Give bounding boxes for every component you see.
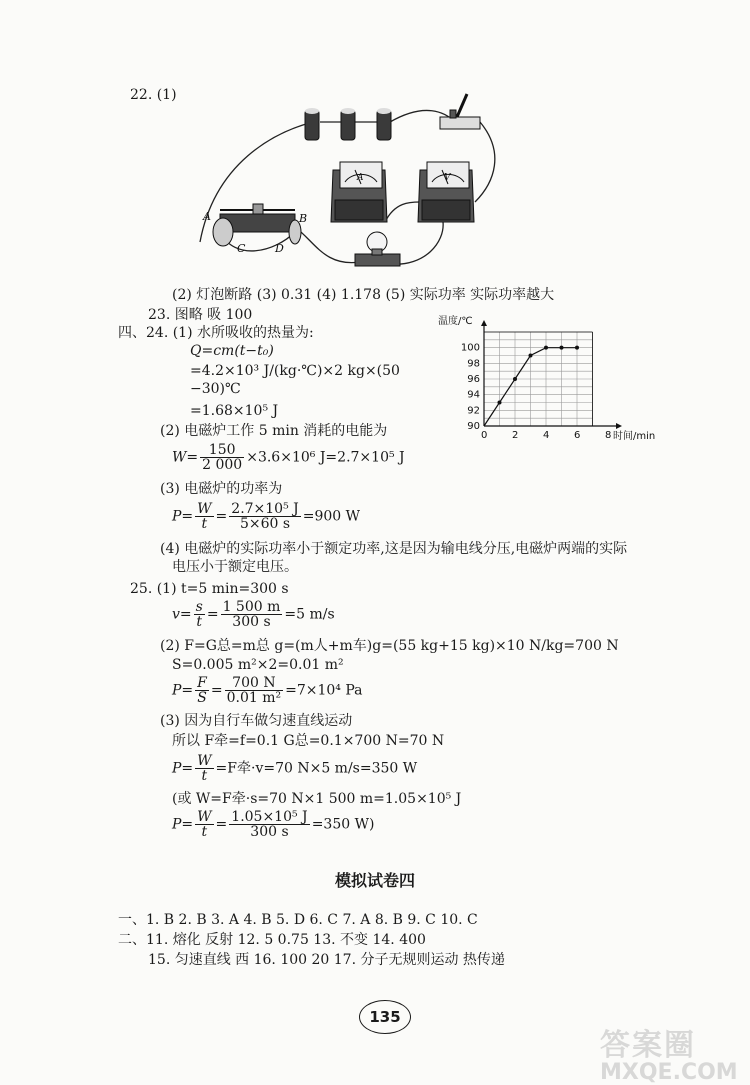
q25-alt-line: (或 W=F牵·s=70 N×1 500 m=1.05×10⁵ J — [172, 791, 462, 807]
answers-line1: 一、1. B 2. B 3. A 4. B 5. D 6. C 7. A 8. B 9. C 10. C — [118, 912, 478, 928]
circuit-letter-c: C — [237, 242, 246, 255]
q25-part3-line1: (3) 因为自行车做匀速直线运动 — [160, 713, 353, 729]
q24-q-line1: =4.2×10³ J/(kg·℃)×2 kg×(50 — [190, 363, 400, 379]
q25-part2-line2: S=0.005 m²×2=0.01 m² — [172, 657, 344, 673]
chart-y-tick-label: 92 — [467, 405, 480, 417]
chart-data-point — [544, 346, 548, 350]
chart-data-point — [498, 401, 502, 405]
chart-y-label: 温度/℃ — [438, 316, 473, 327]
switch-icon — [440, 94, 480, 129]
q25-v-formula: v= $\frac{s}{t}$ = $\frac{1 500 m}{300 s}$ =5 m/s — [172, 599, 335, 630]
q24-part3-label: (3) 电磁炉的功率为 — [160, 481, 283, 497]
q24-part4-line1: (4) 电磁炉的实际功率小于额定功率,这是因为输电线分压,电磁炉两端的实际 — [160, 541, 628, 557]
q22-label: 22. (1) — [130, 87, 177, 103]
chart-y-tick-label: 94 — [467, 389, 480, 401]
ammeter-icon — [331, 162, 387, 222]
voltmeter-icon — [418, 162, 474, 222]
q24-label: 四、24. (1) 水所吸收的热量为: — [118, 325, 314, 341]
chart-data-point — [529, 354, 533, 358]
circuit-diagram — [195, 92, 525, 272]
rheostat-icon — [213, 204, 301, 246]
answers-line3: 15. 匀速直线 西 16. 100 20 17. 分子无规则运动 热传递 — [148, 952, 505, 968]
page-number: 135 — [359, 1000, 411, 1034]
q22-part2: (2) 灯泡断路 (3) 0.31 (4) 1.178 (5) 实际功率 实际功率越大 — [172, 287, 555, 303]
chart-x-tick-label: 6 — [574, 430, 581, 441]
chart-data-point — [513, 377, 517, 381]
ammeter-label: A — [357, 173, 364, 183]
chart-y-tick-label: 96 — [467, 374, 480, 385]
circuit-letter-b: B — [299, 212, 308, 225]
q25-power-formula: P= $\frac{W}{t}$ =F牵·v=70 N×5 m/s=350 W — [172, 753, 418, 784]
q24-p-formula: P= $\frac{W}{t}$ = $\frac{\text{2.7×10⁵ J}}{5\times 60 s}$ =900 W — [172, 501, 361, 532]
chart-y-tick-label: 90 — [467, 421, 480, 432]
q25-part1-label: 25. (1) t=5 min=300 s — [130, 581, 289, 597]
q25-alt-formula: P= $\frac{W}{t}$ = $\frac{\text{1.05×10⁵ J}}{300 s}$ =350 W) — [172, 809, 375, 840]
circuit-letter-a: A — [203, 210, 211, 223]
q23-answer: 23. 图略 吸 100 — [148, 307, 253, 323]
voltmeter-label: V — [444, 173, 451, 183]
q24-part2-label: (2) 电磁炉工作 5 min 消耗的电能为 — [160, 423, 388, 439]
section-title: 模拟试卷四 — [334, 871, 415, 890]
chart-x-tick-label: 8 — [605, 430, 612, 441]
chart-y-tick-label: 98 — [467, 358, 480, 370]
chart-x-tick-label: 2 — [512, 430, 519, 441]
q24-q-line3: =1.68×10⁵ J — [190, 403, 279, 419]
battery-icons — [305, 110, 391, 140]
chart-y-tick-label: 100 — [460, 342, 480, 354]
q25-pressure-formula: P= $\frac{F}{S}$ = $\frac{700 N}{\text{0.01 m²}}$ =7×10⁴ Pa — [172, 675, 363, 706]
q25-part3-line2: 所以 F牵=f=0.1 G总=0.1×700 N=70 N — [172, 733, 445, 749]
chart-y-arrow — [481, 320, 487, 326]
watermark-logo: 答案圈 MXQE.COM — [600, 1028, 738, 1085]
lamp-icon — [355, 232, 400, 266]
q25-part2-line1: (2) F=G总=m总 g=(m人+m车)g=(55 kg+15 kg)×10 N/kg=700 N — [160, 638, 619, 654]
chart-x-tick-label: 0 — [481, 430, 488, 441]
q24-part4-line2: 电压小于额定电压。 — [172, 559, 298, 575]
answers-line2: 二、11. 熔化 反射 12. 5 0.75 13. 不变 14. 400 — [118, 932, 426, 948]
circuit-letter-d: D — [275, 242, 284, 255]
q24-q-formula: Q=cm(t−t₀) — [190, 343, 274, 359]
chart-x-arrow — [616, 423, 622, 429]
q24-q-line2: −30)℃ — [190, 381, 241, 397]
temperature-chart — [436, 312, 666, 442]
q24-w-formula: W= $\frac{150}{2 000}$ ×3.6×10⁶ J=2.7×10⁵ J — [172, 442, 405, 473]
chart-x-tick-label: 4 — [543, 430, 550, 441]
chart-x-label: 时间/min — [613, 431, 656, 442]
chart-data-point — [560, 346, 564, 350]
chart-data-point — [575, 346, 579, 350]
